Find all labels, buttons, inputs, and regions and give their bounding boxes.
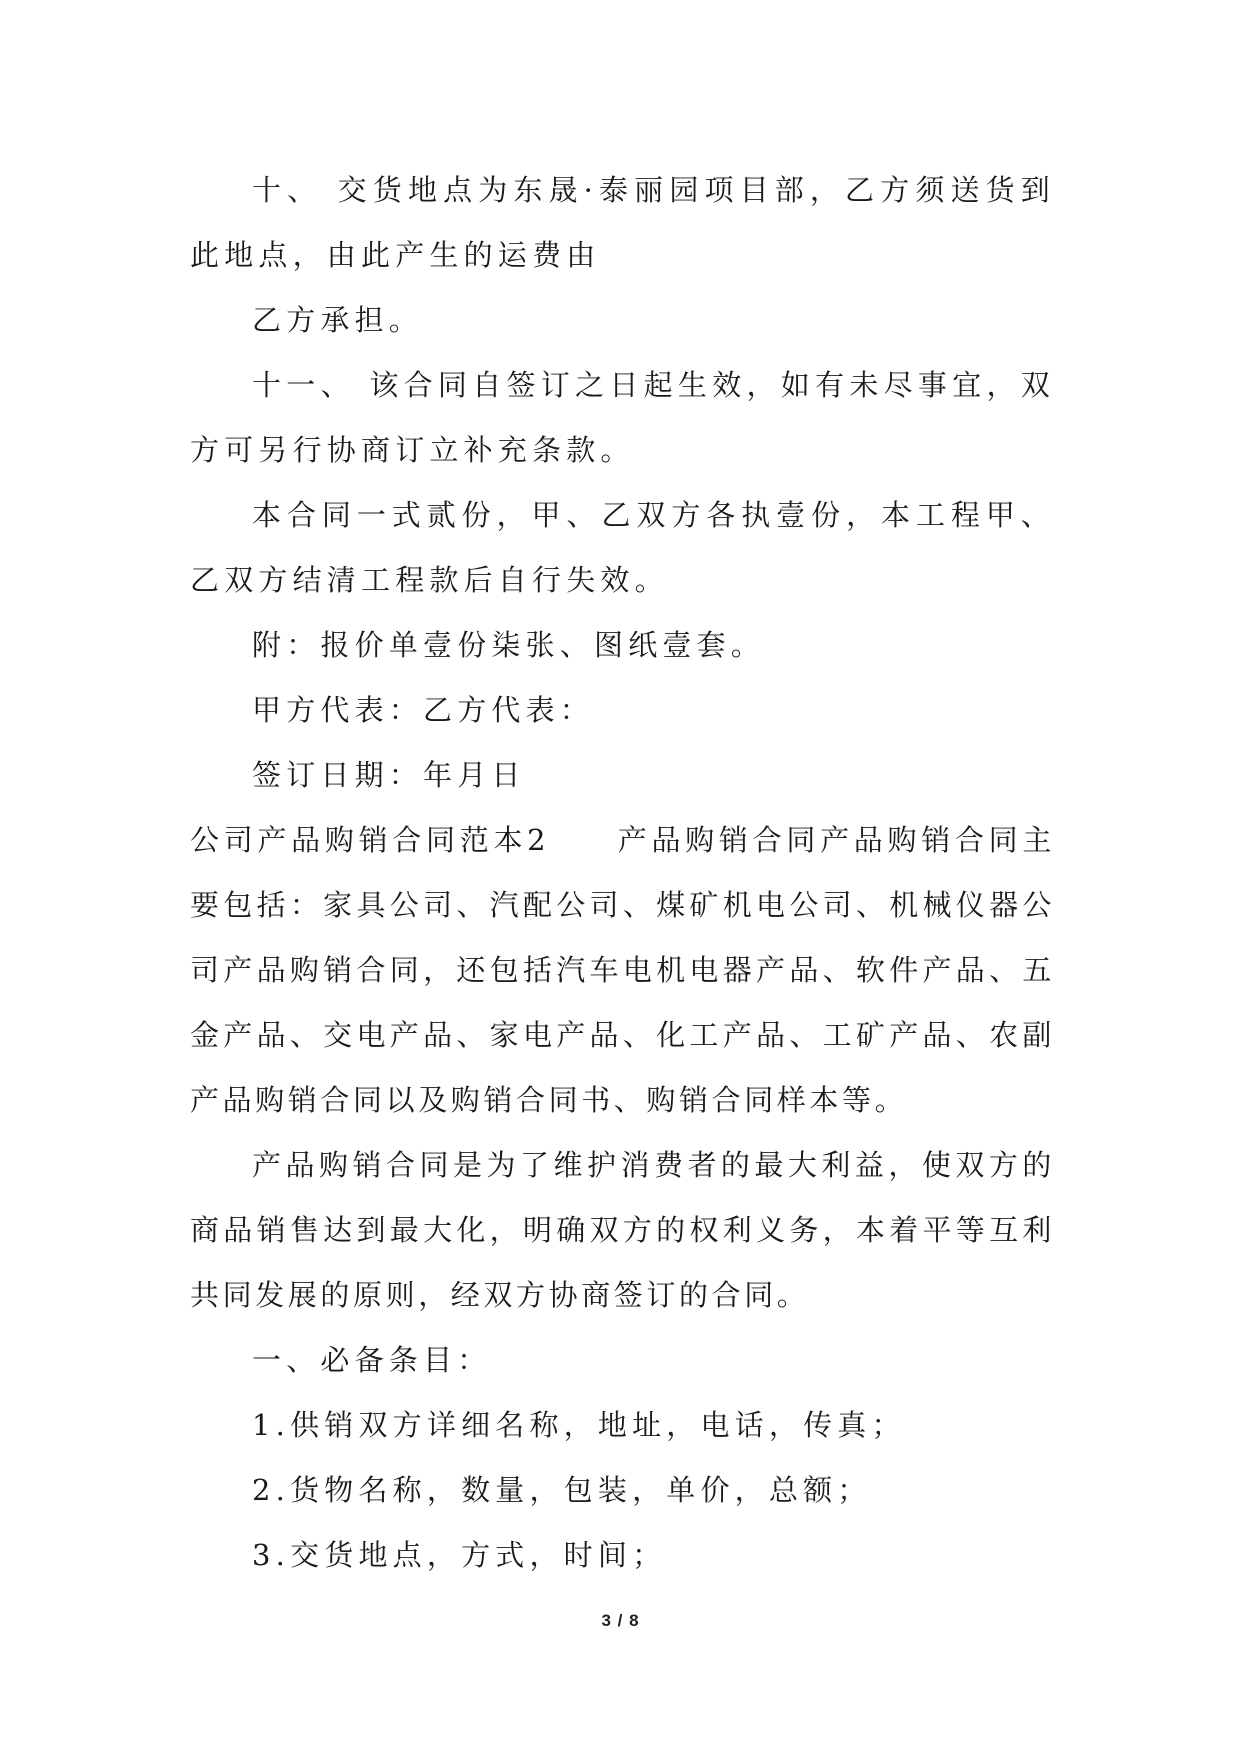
list-item-goods-details: 2.货物名称，数量，包装，单价，总额； xyxy=(252,1473,872,1507)
document-body xyxy=(190,158,1055,1588)
paragraph-representatives: 甲方代表：乙方代表： xyxy=(252,693,595,727)
list-item-delivery-details: 3.交货地点，方式，时间； xyxy=(252,1538,667,1572)
paragraph-freight-bearer: 乙方承担。 xyxy=(252,303,424,337)
page-number: 3 / 8 xyxy=(601,1611,640,1630)
paragraph-template-2-intro: 公司产品购销合同范本2 产品购销合同产品购销合同主要包括：家具公司、汽配公司、煤矿机电公司、机械仪器公司产品购销合同，还包括汽车电机电器产品、软件产品、五金产品、交电产品、家电产品、化工产品、工矿产品、农副产品购销合同以及购销合同书、购销合同样本等。 xyxy=(190,823,1055,1117)
paragraph-attachment: 附：报价单壹份柒张、图纸壹套。 xyxy=(252,628,766,662)
paragraph-effective-date: 十一、 该合同自签订之日起生效，如有未尽事宜，双方可另行协商订立补充条款。 xyxy=(190,368,1055,467)
paragraph-signing-date: 签订日期：年月日 xyxy=(252,758,526,792)
paragraph-contract-purpose: 产品购销合同是为了维护消费者的最大利益，使双方的商品销售达到最大化，明确双方的权利义务，本着平等互利共同发展的原则，经双方协商签订的合同。 xyxy=(190,1148,1055,1312)
paragraph-copies: 本合同一式贰份，甲、乙双方各执壹份，本工程甲、乙双方结清工程款后自行失效。 xyxy=(190,498,1055,597)
section-heading-required-items: 一、必备条目： xyxy=(252,1343,492,1377)
paragraph-delivery-location: 十、 交货地点为东晟·泰丽园项目部，乙方须送货到此地点，由此产生的运费由 xyxy=(190,173,1055,272)
list-item-party-details: 1.供销双方详细名称，地址，电话，传真； xyxy=(252,1408,906,1442)
